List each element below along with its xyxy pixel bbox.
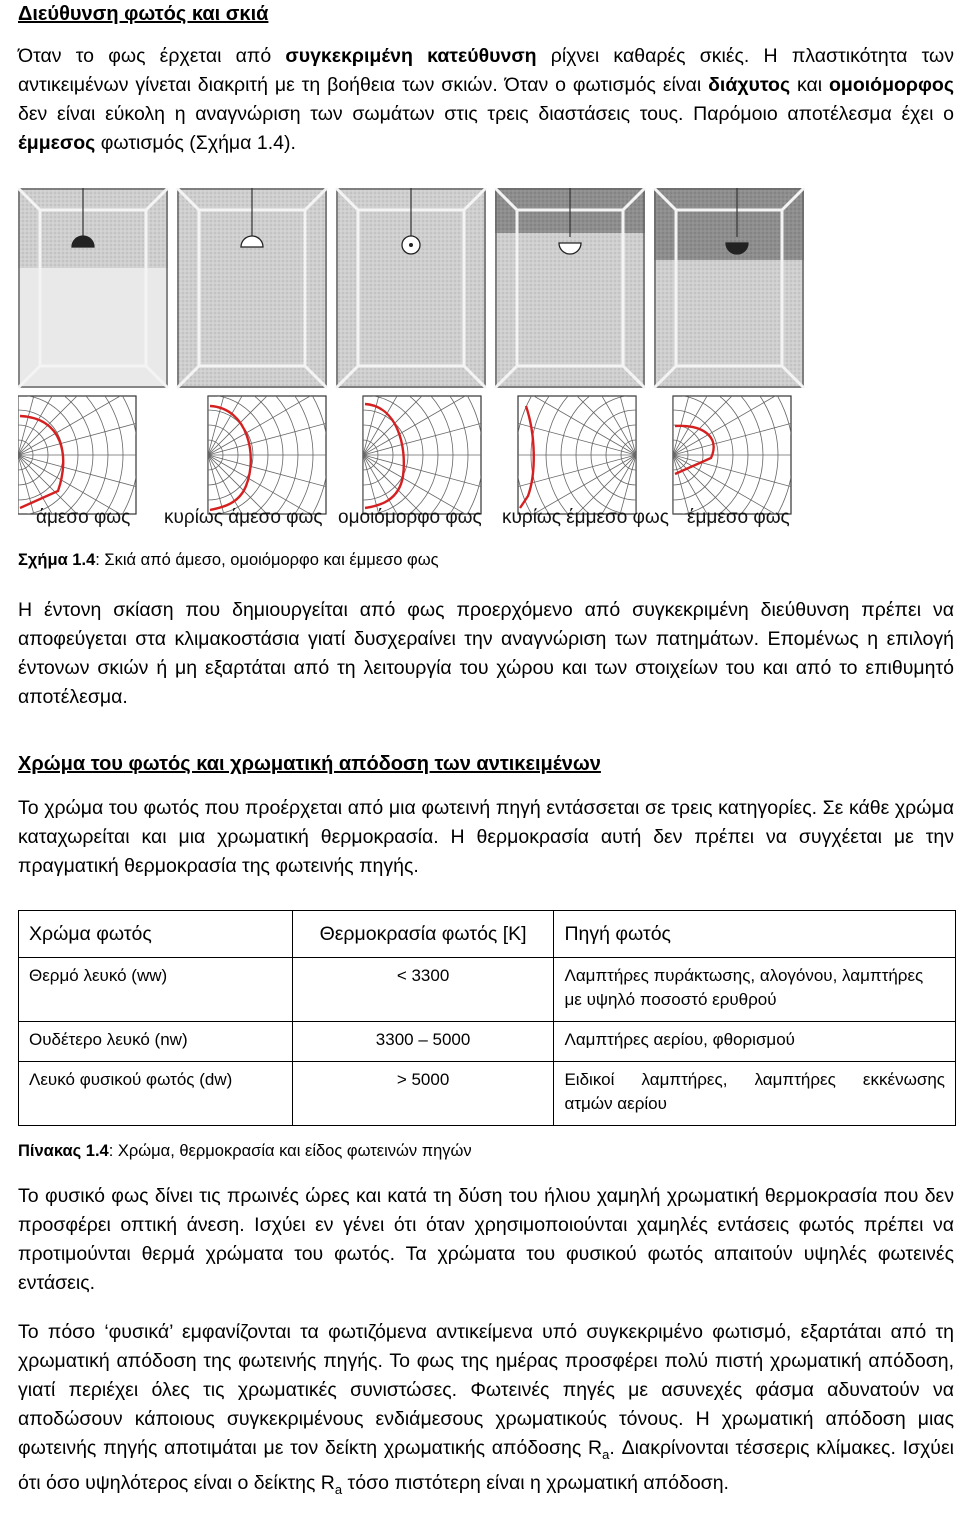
- figure-label-mostly-direct: κυρίως άμεσο φως: [164, 507, 323, 528]
- table-cell-color: Λευκό φυσικού φωτός (dw): [19, 1062, 293, 1126]
- table-cell-temperature: 3300 – 5000: [292, 1022, 554, 1062]
- table-cell-color: Ουδέτερο λευκό (nw): [19, 1022, 293, 1062]
- paragraph-color-rendering: Το πόσο ‘φυσικά’ εμφανίζονται τα φωτιζόμενα αντικείμενα υπό συγκεκριμένο φωτισμό, εξαρτάται από τη χρωματική απόδοση της φωτεινής πηγής. Το φως της ημέρας προσφέρει πολύ πιστή χρωματική απόδοση, γιατί περιέχει όλες τις χρωματικές συνιστώσες. Φωτεινές πηγές με ασυνεχές φάσμα αδυνατούν να αποδώσουν κάποιους συγκεκριμένους ενδιάμεσους χρωματικούς τόνους. Η χρωματική απόδοση μιας φωτεινής πηγής αποτιμάται με τον δείκτη χρωματικής απόδοσης $R_a$. Διακρίνονται τέσσερις κλίμακες. Ισχύει ότι όσο υψηλότερος είναι ο δείκτης $R_a$ τόσο πιστότερη είναι η χρωματική απόδοση.: [18, 1321, 954, 1497]
- table-cell-source: Λαμπτήρες αερίου, φθορισμού: [554, 1022, 956, 1062]
- paragraph-natural-light: Το φυσικό φως δίνει τις πρωινές ώρες και κατά τη δύση του ήλιου χαμηλή χρωματική θερμοκρασία που δεν προσφέρει οπτική άνεση. Ισχύει εν γένει ότι όταν χρησιμοποιούνται χαμηλές εντάσεις φωτός πρέπει να προτιμούνται θερμά χρώματα του φωτός. Τα χρώματα του φυσικού φωτός απαιτούν υψηλές φωτεινές εντάσεις.: [18, 1185, 954, 1294]
- figure-lighting-types: [18, 188, 808, 533]
- room-illustration-direct: [18, 188, 168, 388]
- table-caption: Πίνακας 1.4: Χρώμα, θερμοκρασία και είδος φωτεινών πηγών: [18, 1142, 472, 1160]
- table-header-row: [19, 911, 956, 958]
- figure-caption: Σχήμα 1.4: Σκιά από άμεσο, ομοιόμορφο και έμμεσο φως: [18, 551, 439, 569]
- figure-label-uniform: ομοιόμορφο φως: [338, 507, 482, 528]
- paragraph-stair-shading: Η έντονη σκίαση που δημιουργείται από φως προερχόμενο από συγκεκριμένη διεύθυνση πρέπει να αποφεύγεται στα κλιμακοστάσια γιατί δυσχεραίνει την αναγνώριση των πατημάτων. Επομένως η επιλογή έντονων σκιών ή μη εξαρτάται από τη λειτουργία του χώρου και των στοιχείων του και από το επιθυμητό αποτέλεσμα.: [18, 599, 954, 708]
- room-illustration-mostly-direct: [177, 188, 327, 388]
- table-row: [19, 1062, 956, 1126]
- table-header-source: Πηγή φωτός: [554, 911, 956, 958]
- figure-label-indirect: έμμεσο φως: [687, 507, 790, 528]
- room-illustration-uniform: [336, 188, 486, 388]
- section-heading-light-direction: Διεύθυνση φωτός και σκιά: [18, 3, 269, 25]
- paragraph-color-categories: Το χρώμα του φωτός που προέρχεται από μια φωτεινή πηγή εντάσσεται σε τρεις κατηγορίες. Σε κάθε χρώμα καταχωρείται και μια χρωματική θερμοκρασία. Η θερμοκρασία αυτή δεν πρέπει να συγχέεται με την πραγματική θερμοκρασία της φωτεινής πηγής.: [18, 797, 954, 877]
- table-header-temperature: Θερμοκρασία φωτός [K]: [292, 911, 554, 958]
- table-row: [19, 958, 956, 1022]
- table-cell-source: Ειδικοί λαμπτήρες, λαμπτήρες εκκένωσης ατμών αερίου: [554, 1062, 956, 1126]
- table-cell-source: Λαμπτήρες πυράκτωσης, αλογόνου, λαμπτήρες με υψηλό ποσοστό ερυθρού: [554, 958, 956, 1022]
- section-heading-light-color: Χρώμα του φωτός και χρωματική απόδοση των αντικειμένων: [18, 753, 601, 775]
- room-illustration-mostly-indirect: [495, 188, 645, 388]
- figure-label-direct: άμεσο φως: [36, 507, 131, 528]
- paragraph-shadows: Όταν το φως έρχεται από συγκεκριμένη κατεύθυνση ρίχνει καθαρές σκιές. Η πλαστικότητα των αντικειμένων γίνεται διακριτή με τη βοήθεια των σκιών. Όταν ο φωτισμός είναι διάχυτος και ομοιόμορφος δεν είναι εύκολη η αναγνώριση των σωμάτων στις τρεις διαστάσεις τους. Παρόμοιο αποτέλεσμα έχει ο έμμεσος φωτισμός (Σχήμα 1.4).: [18, 45, 954, 154]
- figure-label-mostly-indirect: κυρίως έμμεσο φως: [502, 507, 669, 528]
- table-cell-temperature: < 3300: [292, 958, 554, 1022]
- table-row: [19, 1022, 956, 1062]
- table-header-color: Χρώμα φωτός: [19, 911, 293, 958]
- room-illustration-indirect: [654, 188, 804, 388]
- table-cell-color: Θερμό λευκό (ww): [19, 958, 293, 1022]
- table-cell-temperature: > 5000: [292, 1062, 554, 1126]
- color-temperature-table: [18, 910, 956, 1126]
